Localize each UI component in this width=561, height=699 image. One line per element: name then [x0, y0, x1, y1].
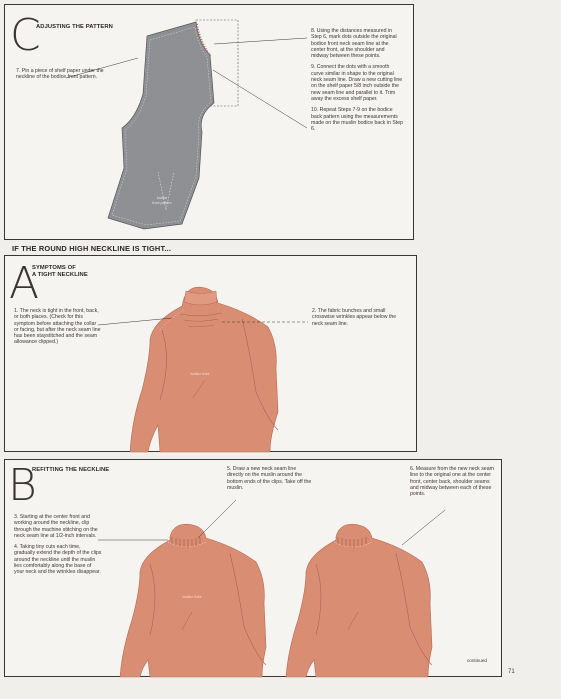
section-letter-c: C: [10, 10, 41, 61]
pattern-label-line-2: front pattern: [152, 200, 172, 205]
neckline-heading: IF THE ROUND HIGH NECKLINE IS TIGHT...: [12, 244, 172, 253]
heading-adjusting-pattern: ADJUSTING THE PATTERN: [36, 24, 113, 30]
section-letter-a: A: [9, 258, 40, 309]
bodice-front-label-b: bodice front: [182, 595, 202, 599]
step-4-text: 4. Taking tiny cuts each time, gradually extend the depth of the clips around the neckline until the muslin lies comfortably along the base of your neck and the wrinkles disappear.: [14, 544, 102, 576]
step-2-text: 2. The fabric bunches and small crosswise wrinkles appear below the neck seam line.: [312, 308, 397, 327]
step-3-text: 3. Starting at the center front and working around the neckline, clip through the machine stitching on the neck seam line at 1/2-inch intervals.: [14, 514, 98, 539]
step-7-text: 7. Pin a piece of shelf paper under the neckline of the bodice front pattern.: [16, 68, 104, 81]
step-8-text: 8. Using the distances measured in Step 6, mark dots outside the original bodice front neck seam line at the center front, at the shoulder and midway between these points.: [311, 28, 397, 60]
heading-refitting: REFITTING THE NECKLINE: [32, 467, 110, 473]
step-10-text: 10. Repeat Steps 7-9 on the bodice back pattern using the measurements made on the muslin bodice back in Step 6.: [311, 107, 403, 133]
step-9-text: 9. Connect the dots with a smooth curve similar in shape to the original neck seam line. Draw a new cutting line on the shelf paper 5/8 inch outside the new seam line and parallel to it. Trim away the excess shelf paper.: [311, 64, 403, 102]
section-letter-b: B: [8, 460, 37, 511]
page-number: 71: [508, 669, 515, 675]
pattern-label-line-1: bodice: [156, 196, 168, 200]
step-5-text: 5. Draw a new neck seam line directly on the muslin around the bottom ends of the clips. Take off the muslin.: [227, 466, 312, 491]
step-6-text: 6. Measure from the new neck seam line to the original one at the center front, center back, shoulder seams and midway between each of these points.: [410, 466, 494, 498]
heading-symptoms-line-1: SYMPTOMS OF: [32, 265, 76, 271]
heading-symptoms-line-2: A TIGHT NECKLINE: [32, 272, 88, 278]
step-1-text: 1. The neck is tight in the front, back, or both places. (Check for this symptom before attaching the collar or facing, but after the neck seam line has been staystitched and the seam allowance clipped.): [14, 308, 101, 346]
continued-label: continued: [467, 658, 487, 663]
bodice-front-label-a: bodice front: [190, 372, 210, 376]
